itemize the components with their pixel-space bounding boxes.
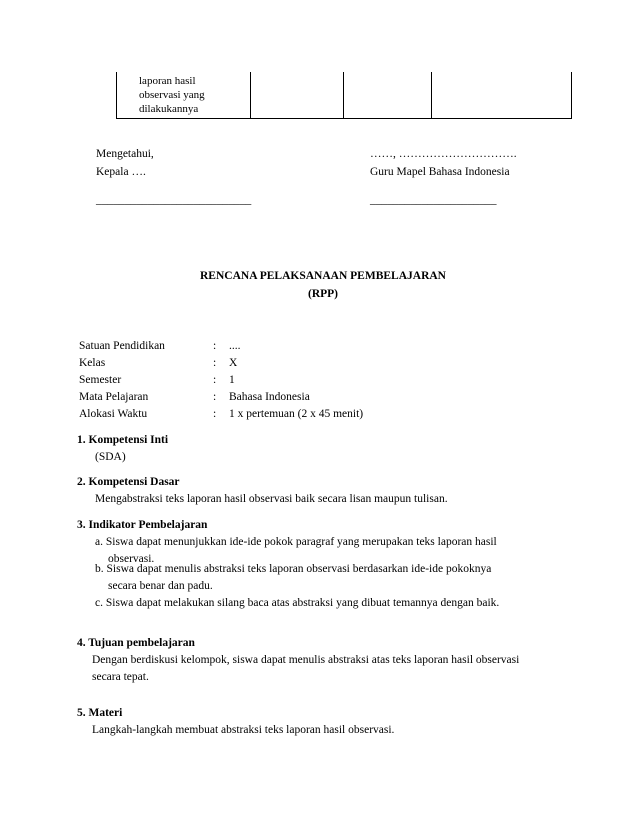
section-5-title: 5. Materi bbox=[77, 707, 123, 719]
identity-sep: : bbox=[213, 357, 217, 369]
indicator-a-line2: observasi. bbox=[108, 553, 155, 565]
cell-line: laporan hasil bbox=[139, 75, 196, 87]
sign-right-line2: Guru Mapel Bahasa Indonesia bbox=[370, 166, 510, 178]
identity-value: X bbox=[229, 357, 238, 369]
identity-value: .... bbox=[229, 340, 241, 352]
identity-table bbox=[79, 340, 363, 425]
identity-row bbox=[79, 357, 363, 374]
identity-sep: : bbox=[213, 391, 217, 403]
section-1-text: (SDA) bbox=[95, 451, 126, 463]
identity-row bbox=[79, 374, 363, 391]
section-4-text-line1: Dengan berdiskusi kelompok, siswa dapat menulis abstraksi atas teks laporan hasil observasi bbox=[92, 654, 520, 666]
indicator-b-line1: b. Siswa dapat menulis abstraksi teks laporan observasi berdasarkan ide-ide pokoknya bbox=[95, 563, 492, 575]
section-3-title: 3. Indikator Pembelajaran bbox=[77, 519, 208, 531]
table-cell bbox=[344, 72, 432, 118]
indicator-c-line1: c. Siswa dapat melakukan silang baca atas abstraksi yang dibuat temannya dengan baik. bbox=[95, 597, 500, 609]
identity-row bbox=[79, 340, 363, 357]
identity-key: Satuan Pendidikan bbox=[79, 340, 165, 352]
identity-row bbox=[79, 391, 363, 408]
cell-line: observasi yang bbox=[139, 89, 205, 101]
section-2-text: Mengabstraksi teks laporan hasil observasi baik secara lisan maupun tulisan. bbox=[95, 493, 448, 505]
identity-sep: : bbox=[213, 408, 217, 420]
identity-key: Mata Pelajaran bbox=[79, 391, 149, 403]
identity-key: Semester bbox=[79, 374, 122, 386]
identity-value: 1 x pertemuan (2 x 45 menit) bbox=[229, 408, 364, 420]
section-4-text-line2: secara tepat. bbox=[92, 671, 149, 683]
identity-sep: : bbox=[213, 340, 217, 352]
section-4-title: 4. Tujuan pembelajaran bbox=[77, 637, 195, 649]
document-title: RENCANA PELAKSANAAN PEMBELAJARAN bbox=[200, 270, 446, 282]
identity-value: Bahasa Indonesia bbox=[229, 391, 310, 403]
section-1-title: 1. Kompetensi Inti bbox=[77, 434, 169, 446]
table-cell bbox=[432, 72, 571, 118]
sign-left-line2: Kepala …. bbox=[96, 166, 146, 178]
sign-right-line1: ……, …………………………. bbox=[370, 148, 517, 160]
identity-key: Alokasi Waktu bbox=[79, 408, 148, 420]
sign-left-underline: ___________________________ bbox=[96, 194, 252, 206]
table-cell bbox=[117, 72, 251, 118]
section-5-text: Langkah-langkah membuat abstraksi teks laporan hasil observasi. bbox=[92, 724, 395, 736]
indicator-a-line1: a. Siswa dapat menunjukkan ide-ide pokok paragraf yang merupakan teks laporan hasil bbox=[95, 536, 497, 548]
table-cell bbox=[251, 72, 344, 118]
document-subtitle: (RPP) bbox=[307, 288, 338, 300]
section-2-title: 2. Kompetensi Dasar bbox=[77, 476, 180, 488]
identity-row bbox=[79, 408, 363, 425]
indicator-b-line2: secara benar dan padu. bbox=[108, 580, 213, 592]
identity-key: Kelas bbox=[79, 357, 106, 369]
identity-sep: : bbox=[213, 374, 217, 386]
sign-left-line1: Mengetahui, bbox=[96, 148, 154, 160]
table-fragment bbox=[116, 72, 572, 119]
sign-right-underline: ______________________ bbox=[370, 194, 497, 206]
identity-value: 1 bbox=[229, 374, 235, 386]
cell-line: dilakukannya bbox=[139, 103, 199, 115]
